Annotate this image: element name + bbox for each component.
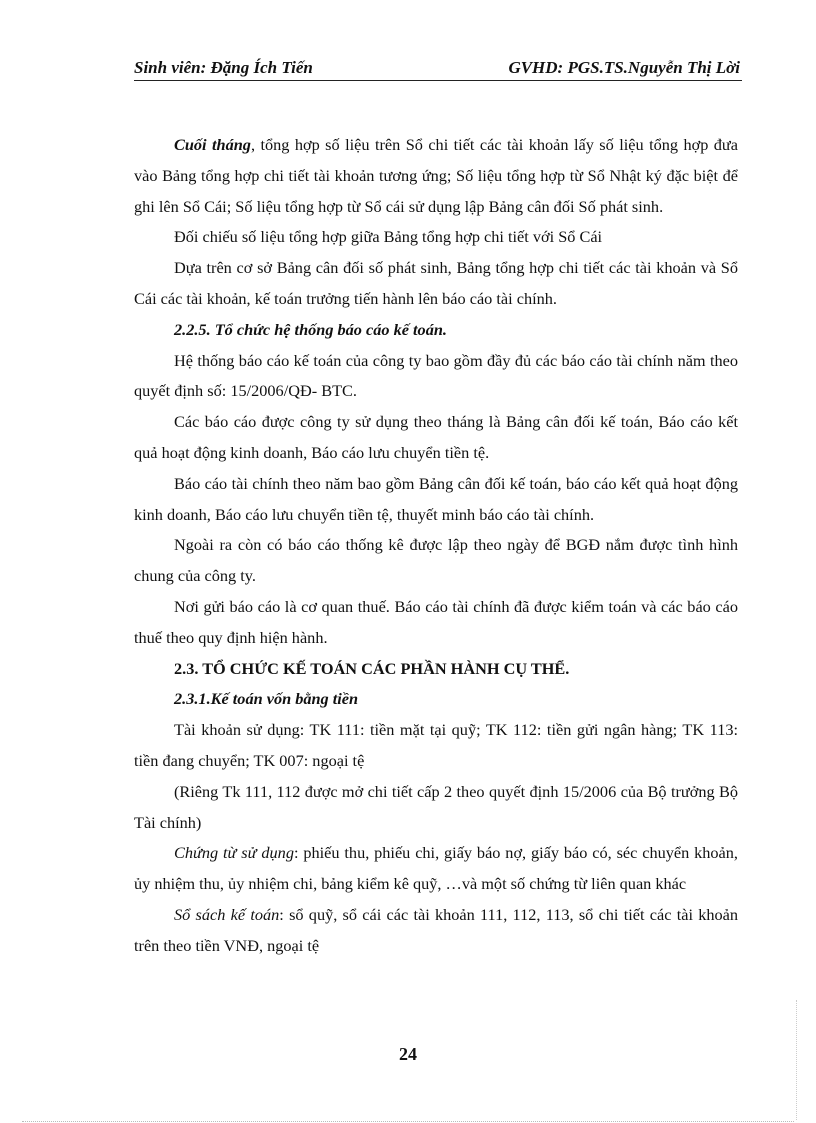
header-student: Sinh viên: Đặng Ích Tiến [134, 58, 313, 77]
paragraph-financial-report: Dựa trên cơ sở Bảng cân đối số phát sinh, Bảng tổng hợp chi tiết các tài khoản và Sổ Cái các tài khoản, kế toán trưởng tiến hành lên báo cáo tài chính. [134, 258, 738, 308]
paragraph-lead: Sổ sách kế toán [174, 904, 280, 924]
page-number: 24 [399, 1044, 417, 1064]
paragraph-detail-note: (Riêng Tk 111, 112 được mở chi tiết cấp 2 theo quyết định 15/2006 của Bộ trưởng Bộ Tài chính) [134, 781, 738, 832]
paragraph-report-system: Hệ thống báo cáo kế toán của công ty bao gồm đầy đủ các báo cáo tài chính năm theo quyết định số: 15/2006/QĐ- BTC. [134, 350, 738, 401]
paragraph-vouchers [134, 838, 738, 900]
paragraph-daily-reports: Ngoài ra còn có báo cáo thống kê được lập theo ngày để BGĐ nắm được tình hình chung của công ty. [134, 535, 738, 586]
heading-2-3-1: 2.3.1.Kế toán vốn bằng tiền [174, 689, 359, 709]
paragraph-monthly-reports: Các báo cáo được công ty sử dụng theo tháng là Bảng cân đối kế toán, Báo cáo kết quả hoạt động kinh doanh, Báo cáo lưu chuyển tiền tệ. [134, 412, 738, 462]
document-body [134, 130, 738, 962]
header-supervisor: GVHD: PGS.TS.Nguyễn Thị Lời [508, 58, 740, 77]
paragraph-text: : sổ quỹ, sổ cái các tài khoản 111, 112, 113, sổ chi tiết các tài khoản trên theo tiền VNĐ, ngoại tệ [134, 904, 739, 955]
paragraph-text: : phiếu thu, phiếu chi, giấy báo nợ, giấy báo có, séc chuyển khoản, ủy nhiệm thu, ủy nhiệm chi, bảng kiểm kê quỹ, …và một số chứng từ liên quan khác [134, 843, 738, 894]
paragraph-accounts-used: Tài khoản sử dụng: TK 111: tiền mặt tại quỹ; TK 112: tiền gửi ngân hàng; TK 113: tiền đang chuyển; TK 007: ngoại tệ [134, 720, 738, 770]
heading-2-3: 2.3. TỔ CHỨC KẾ TOÁN CÁC PHẦN HÀNH CỤ THỂ. [174, 658, 570, 678]
paragraph-text: , tổng hợp số liệu trên Sổ chi tiết các tài khoản lấy số liệu tổng hợp đưa vào Bảng tổng hợp chi tiết tài khoản tương ứng; Số liệu tổng hợp từ Sổ Nhật ký đặc biệt để ghi lên Sổ Cái; Số liệu tổng hợp từ Sổ cái sử dụng lập Bảng cân đối Số phát sinh. [134, 135, 738, 216]
paragraph-annual-reports: Báo cáo tài chính theo năm bao gồm Bảng cân đối kế toán, báo cáo kết quả hoạt động kinh doanh, Báo cáo lưu chuyển tiền tệ, thuyết minh báo cáo tài chính. [134, 473, 738, 524]
page-header [134, 56, 742, 81]
heading-2-2-5: 2.2.5. Tổ chức hệ thống báo cáo kế toán. [174, 319, 447, 339]
paragraph-books [134, 900, 738, 962]
paragraph-report-recipient: Nơi gửi báo cáo là cơ quan thuế. Báo cáo tài chính đã được kiểm toán và các báo cáo thuế theo quy định hiện hành. [134, 596, 738, 647]
paragraph-monthly-summary [134, 130, 738, 222]
paragraph-lead: Cuối tháng [174, 135, 251, 154]
page-border-right [796, 1000, 797, 1120]
page-border-bottom [22, 1121, 794, 1122]
paragraph-lead: Chứng từ sử dụng [174, 843, 294, 863]
paragraph-reconciliation: Đối chiếu số liệu tổng hợp giữa Bảng tổng hợp chi tiết với Sổ Cái [174, 227, 603, 247]
